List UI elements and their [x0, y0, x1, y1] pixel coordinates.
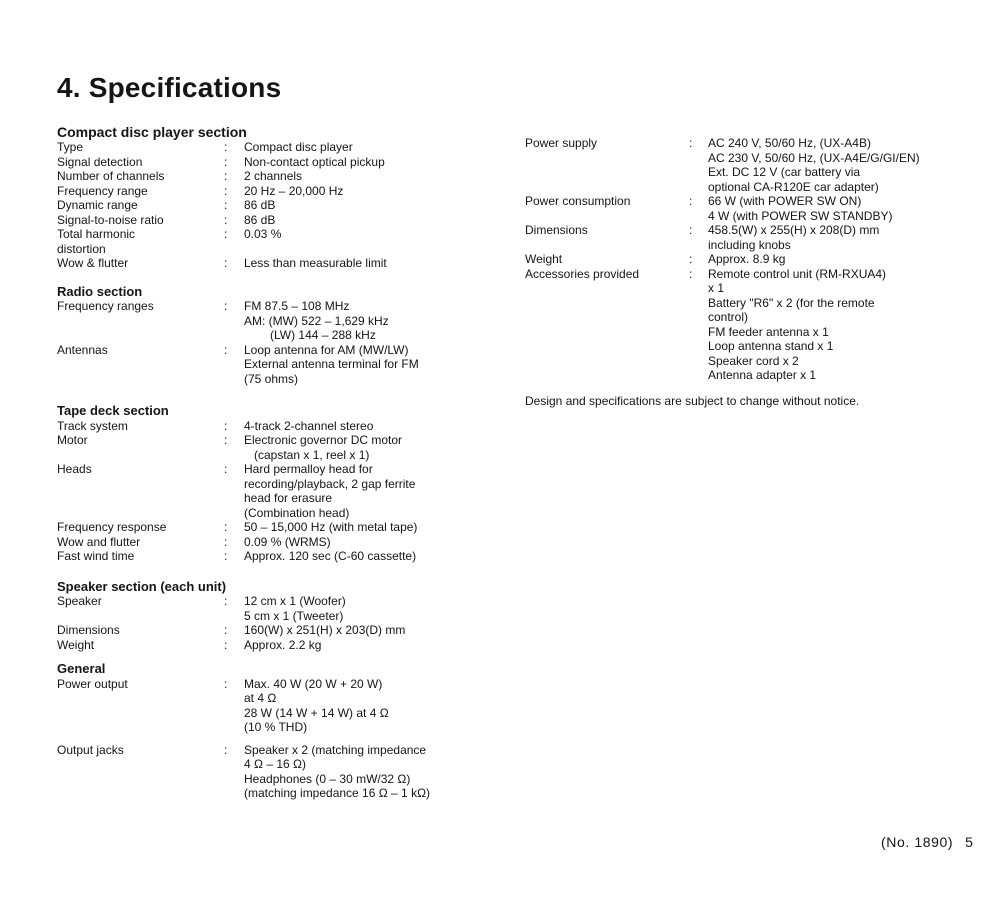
spec-row-frequency-range — [57, 184, 467, 199]
spec-value-line: 5 cm x 1 (Tweeter) — [244, 608, 344, 623]
spec-value-line: Loop antenna for AM (MW/LW) — [244, 342, 409, 357]
spec-label — [525, 252, 689, 267]
spec-row-heads — [57, 462, 467, 520]
spec-value-line: (10 % THD) — [244, 720, 308, 734]
spec-value-line: Approx. 8.9 kg — [708, 252, 786, 266]
section-heading: Radio section — [57, 283, 143, 299]
spec-row-dynamic-range — [57, 198, 467, 213]
spec-label — [57, 169, 224, 184]
spec-separator: : — [224, 594, 228, 608]
spec-value-line: 0.09 % (WRMS) — [244, 534, 331, 549]
spec-separator: : — [224, 462, 228, 476]
spec-label — [525, 223, 689, 252]
spec-separator: : — [224, 549, 228, 563]
spec-separator: : — [224, 154, 228, 169]
spec-value-line: (Combination head) — [244, 505, 350, 520]
spec-label-line: Antennas — [57, 342, 108, 357]
spec-value-line: AC 240 V, 50/60 Hz, (UX-A4B) — [708, 136, 871, 150]
spec-value — [708, 252, 965, 267]
spec-label — [57, 594, 224, 623]
spec-value-line: Electronic governor DC motor — [244, 433, 403, 447]
spec-separator: : — [224, 227, 228, 241]
spec-row-signal-detection — [57, 155, 467, 170]
spec-value-line: (matching impedance 16 Ω – 1 kΩ) — [244, 786, 431, 800]
spec-value-line: 0.03 % — [244, 227, 282, 241]
spec-row-fast-wind-time — [57, 549, 467, 564]
spec-value — [244, 140, 467, 155]
spec-label-line: Wow & flutter — [57, 256, 129, 270]
spec-separator: : — [224, 637, 228, 652]
spec-column-left — [57, 125, 467, 801]
spec-separator: : — [689, 252, 693, 266]
spec-value — [244, 535, 467, 550]
spec-label-line: Frequency ranges — [57, 299, 154, 313]
spec-separator: : — [224, 183, 228, 198]
spec-row-weight — [525, 252, 965, 267]
spec-row-weight — [57, 638, 467, 653]
section-heading: General — [57, 661, 106, 676]
spec-value-line: 12 cm x 1 (Woofer) — [244, 594, 346, 608]
spec-value — [244, 638, 467, 653]
spec-label-line: Type — [57, 140, 84, 154]
spec-separator: : — [224, 676, 228, 691]
spec-label — [525, 267, 689, 383]
section-compact-disc-player-section — [57, 125, 467, 271]
spec-row-signal-to-noise-ratio — [57, 213, 467, 228]
spec-value — [244, 743, 467, 801]
spec-value — [244, 433, 467, 462]
spec-value-line: 28 W (14 W + 14 W) at 4 Ω — [244, 705, 389, 720]
spec-value-line: Approx. 120 sec (C-60 cassette) — [244, 549, 417, 563]
spec-label — [57, 743, 224, 801]
spec-label-line: Weight — [525, 252, 563, 266]
spec-value-line: (75 ohms) — [244, 371, 299, 386]
spec-value-line: (capstan x 1, reel x 1) — [254, 447, 370, 462]
spec-row-speaker — [57, 594, 467, 623]
spec-value-line: Speaker x 2 (matching impedance — [244, 742, 427, 757]
spec-label-line: Frequency range — [57, 183, 148, 198]
spec-separator: : — [224, 169, 228, 183]
spec-value — [244, 520, 467, 535]
spec-value — [244, 343, 467, 387]
spec-label — [57, 520, 224, 535]
spec-label — [57, 256, 224, 271]
section-radio-section — [57, 285, 467, 387]
spec-label-line: Dynamic range — [57, 198, 138, 212]
spec-separator: : — [224, 299, 228, 313]
section-heading: Compact disc player section — [57, 124, 247, 140]
spec-label — [57, 184, 224, 199]
spec-value-line: Less than measurable limit — [244, 256, 387, 270]
spec-label — [57, 299, 224, 343]
spec-separator: : — [224, 433, 228, 447]
spec-value — [244, 299, 467, 343]
document-number: (No. 1890) — [881, 834, 954, 850]
spec-row-power-consumption — [525, 194, 965, 223]
spec-value — [244, 169, 467, 184]
spec-row-output-jacks — [57, 743, 467, 801]
spec-column-right — [525, 136, 965, 383]
spec-label — [57, 549, 224, 564]
spec-value — [244, 623, 467, 638]
spec-label — [525, 194, 689, 223]
spec-row-number-of-channels — [57, 169, 467, 184]
spec-label-line: Wow and flutter — [57, 534, 141, 549]
spec-value-line: Approx. 2.2 kg — [244, 637, 322, 652]
spec-value-line: Hard permalloy head for — [244, 462, 373, 476]
spec-label — [57, 343, 224, 387]
spec-value-line: Compact disc player — [244, 140, 353, 154]
spec-label-line: Power consumption — [525, 194, 631, 208]
spec-value-line: 4 Ω – 16 Ω) — [244, 757, 306, 771]
spec-separator: : — [224, 742, 228, 757]
change-notice: Design and specifications are subject to change without notice. — [525, 394, 860, 408]
spec-value — [244, 256, 467, 271]
spec-label-line: Accessories provided — [525, 266, 640, 281]
spec-value — [708, 223, 965, 252]
page-title: 4. Specifications — [57, 72, 282, 103]
spec-value-line: Loop antenna stand x 1 — [708, 339, 834, 353]
spec-value-line: 4 W (with POWER SW STANDBY) — [708, 208, 893, 223]
spec-value — [244, 677, 467, 735]
spec-separator: : — [224, 534, 228, 549]
spec-value — [244, 462, 467, 520]
spec-row-total-harmonic-distortion — [57, 227, 467, 256]
spec-label-line: distortion — [57, 241, 106, 256]
page-number: 5 — [965, 834, 974, 850]
spec-label — [57, 433, 224, 462]
spec-value-line: Antenna adapter x 1 — [708, 368, 817, 382]
spec-separator: : — [224, 212, 228, 227]
spec-label-line: Power output — [57, 676, 128, 691]
spec-separator: : — [689, 223, 693, 237]
spec-row-type — [57, 140, 467, 155]
spec-separator: : — [224, 198, 228, 212]
spec-row-dimensions — [525, 223, 965, 252]
page-footer — [881, 834, 974, 850]
spec-value — [244, 594, 467, 623]
spec-value-line: External antenna terminal for FM — [244, 357, 419, 371]
spec-label-line: Signal detection — [57, 154, 143, 169]
spec-separator: : — [224, 140, 228, 154]
spec-row-track-system — [57, 419, 467, 434]
spec-value-line: Max. 40 W (20 W + 20 W) — [244, 676, 383, 691]
spec-label — [57, 677, 224, 735]
spec-separator: : — [224, 623, 228, 637]
spec-value — [244, 227, 467, 256]
spec-label-line: Output jacks — [57, 742, 124, 757]
spec-value-line: Remote control unit (RM-RXUA4) — [708, 266, 887, 281]
spec-value-line: FM 87.5 – 108 MHz — [244, 299, 350, 313]
spec-row-motor — [57, 433, 467, 462]
spec-value — [708, 194, 965, 223]
spec-value-line: at 4 Ω — [244, 691, 277, 705]
spec-value — [244, 419, 467, 434]
spec-value — [244, 213, 467, 228]
spec-row-accessories-provided — [525, 267, 965, 383]
spec-value-line: FM feeder antenna x 1 — [708, 324, 829, 339]
spec-label-line: Speaker — [57, 594, 102, 608]
section-heading: Tape deck section — [57, 403, 169, 418]
spec-value-line: Speaker cord x 2 — [708, 353, 799, 368]
spec-label — [57, 419, 224, 434]
spec-separator: : — [689, 194, 693, 208]
spec-value-line: 458.5(W) x 255(H) x 208(D) mm — [708, 223, 880, 237]
spec-value-line: AC 230 V, 50/60 Hz, (UX-A4E/G/GI/EN) — [708, 150, 920, 165]
section-speaker-section-each-unit — [57, 580, 467, 653]
spec-row-frequency-response — [57, 520, 467, 535]
spec-separator: : — [224, 256, 228, 270]
spec-value-line: including knobs — [708, 237, 791, 252]
spec-label-line: Signal-to-noise ratio — [57, 212, 164, 227]
spec-label-line: Frequency response — [57, 520, 167, 534]
spec-value-line: (LW) 144 – 288 kHz — [270, 328, 376, 342]
spec-label-line: Track system — [57, 418, 128, 433]
spec-value-line: 86 dB — [244, 198, 276, 212]
spec-label-line: Number of channels — [57, 169, 165, 183]
spec-value — [244, 155, 467, 170]
spec-label — [525, 136, 689, 194]
spec-value-line: 2 channels — [244, 169, 303, 183]
spec-row-frequency-ranges — [57, 299, 467, 343]
spec-separator: : — [689, 136, 693, 150]
spec-value — [244, 184, 467, 199]
spec-value — [708, 136, 965, 194]
spec-label — [57, 462, 224, 520]
spec-value-line: 4-track 2-channel stereo — [244, 418, 374, 433]
spec-value-line: 50 – 15,000 Hz (with metal tape) — [244, 520, 418, 534]
spec-value-line: Battery "R6" x 2 (for the remote — [708, 295, 875, 310]
spec-label — [57, 535, 224, 550]
spec-value-line: head for erasure — [244, 491, 333, 505]
spec-value-line: Headphones (0 – 30 mW/32 Ω) — [244, 771, 411, 786]
spec-row-wow-flutter — [57, 256, 467, 271]
spec-value-line: 20 Hz – 20,000 Hz — [244, 183, 344, 198]
spec-value — [244, 198, 467, 213]
spec-label — [57, 227, 224, 256]
spec-label — [57, 213, 224, 228]
spec-row-antennas — [57, 343, 467, 387]
spec-value-line: x 1 — [708, 281, 725, 295]
spec-value-line: control) — [708, 310, 749, 324]
spec-row-power-output — [57, 677, 467, 735]
spec-label — [57, 623, 224, 638]
spec-value — [244, 549, 467, 564]
spec-row-wow-and-flutter — [57, 535, 467, 550]
spec-label — [57, 140, 224, 155]
spec-label-line: Heads — [57, 462, 92, 476]
spec-value-line: AM: (MW) 522 – 1,629 kHz — [244, 313, 389, 328]
section-heading: Speaker section (each unit) — [57, 578, 227, 594]
spec-separator: : — [224, 520, 228, 534]
spec-label-line: Fast wind time — [57, 549, 135, 563]
spec-label-line: Power supply — [525, 136, 598, 150]
spec-value-line: Ext. DC 12 V (car battery via — [708, 165, 861, 179]
spec-separator: : — [689, 266, 693, 281]
spec-separator: : — [224, 418, 228, 433]
spec-value-line: 160(W) x 251(H) x 203(D) mm — [244, 623, 406, 637]
spec-label — [57, 155, 224, 170]
spec-label-line: Dimensions — [57, 623, 120, 637]
spec-value-line: Non-contact optical pickup — [244, 154, 385, 169]
spec-label — [57, 638, 224, 653]
spec-value-line: recording/playback, 2 gap ferrite — [244, 476, 416, 491]
spec-label-line: Dimensions — [525, 223, 588, 237]
spec-label-line: Weight — [57, 637, 95, 652]
section-tape-deck-section — [57, 404, 467, 564]
spec-value — [708, 267, 965, 383]
spec-label — [57, 198, 224, 213]
spec-label-line: Motor — [57, 433, 88, 447]
spec-value-line: 86 dB — [244, 212, 276, 227]
spec-value-line: 66 W (with POWER SW ON) — [708, 194, 862, 208]
spec-row-power-supply — [525, 136, 965, 194]
section-general — [57, 662, 467, 801]
spec-separator: : — [224, 342, 228, 357]
spec-label-line: Total harmonic — [57, 227, 136, 241]
spec-row-dimensions — [57, 623, 467, 638]
spec-value-line: optional CA-R120E car adapter) — [708, 179, 879, 194]
